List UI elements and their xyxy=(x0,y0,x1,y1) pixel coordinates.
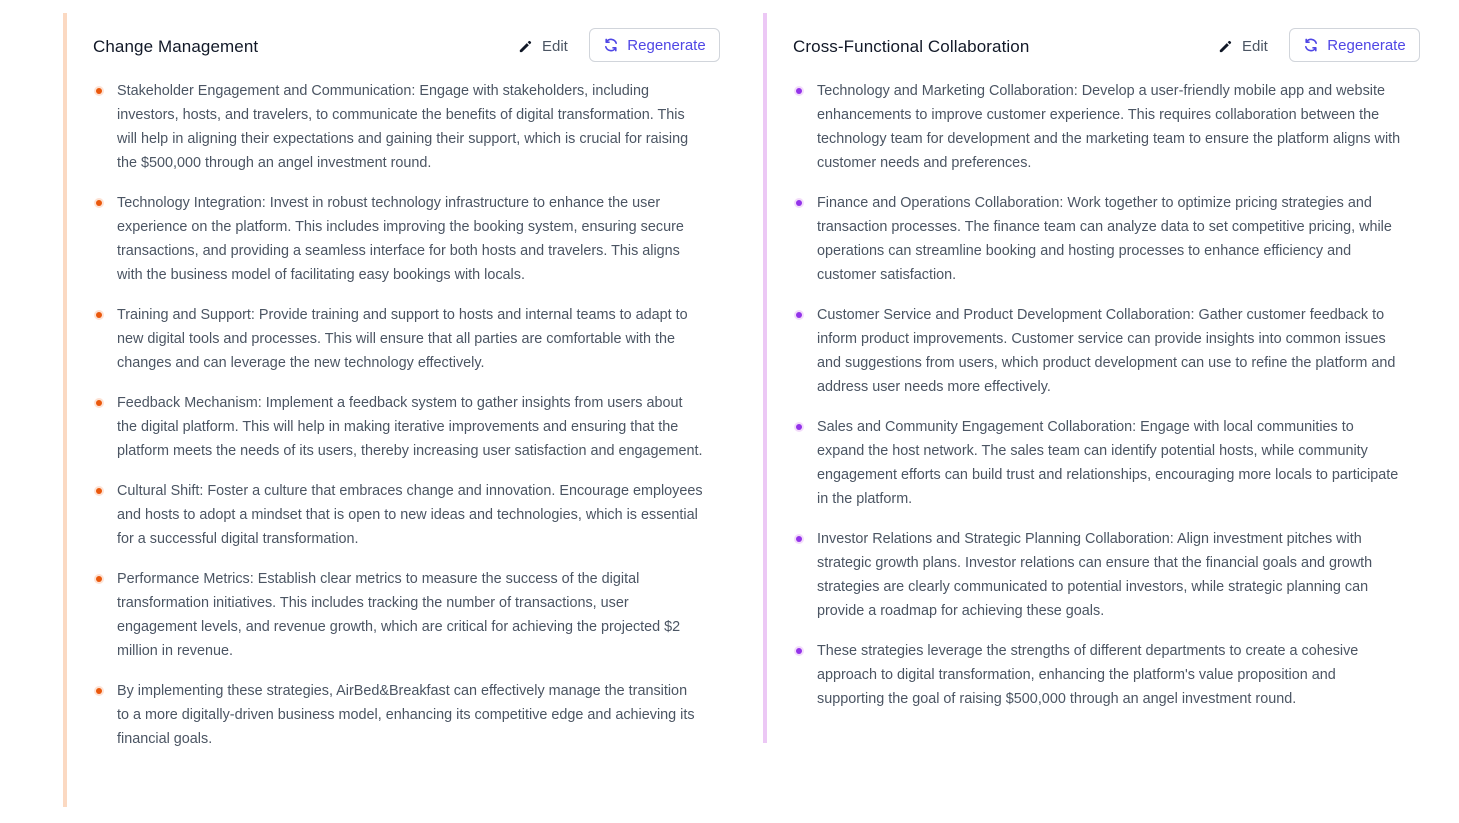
list-item xyxy=(93,391,703,463)
item-text: By implementing these strategies, AirBed&Breakfast can effectively manage the transition to a more digitally-driven business model, enhancing its competitive edge and achieving its financial goals. xyxy=(117,683,695,747)
item-text: Technology and Marketing Collaboration: Develop a user-friendly mobile app and website enhancements to improve customer experience. This requires collaboration between the technology team for development and the marketing team to ensure the platform aligns with customer needs and preferences. xyxy=(817,83,1401,171)
bullet-dot-icon xyxy=(94,398,104,408)
edit-button[interactable] xyxy=(518,33,568,59)
list-item xyxy=(93,191,703,287)
list-item xyxy=(793,639,1403,711)
refresh-icon xyxy=(603,37,619,53)
refresh-icon xyxy=(1303,37,1319,53)
bullet-dot-icon xyxy=(94,86,104,96)
list-item xyxy=(793,415,1403,511)
card-header xyxy=(793,13,1423,77)
bullet-dot-icon xyxy=(94,574,104,584)
bullet-dot-icon xyxy=(94,686,104,696)
bullet-dot-icon xyxy=(794,310,804,320)
list-item xyxy=(93,303,703,375)
list-item xyxy=(793,79,1403,175)
item-text: Technology Integration: Invest in robust technology infrastructure to enhance the user experience on the platform. This includes improving the booking system, ensuring secure transactions, and providing a seamless interface for both hosts and travelers. This aligns with the business model of facilitating easy bookings with locals. xyxy=(117,195,684,283)
pencil-icon xyxy=(1218,39,1233,54)
bullet-dot-icon xyxy=(94,486,104,496)
regenerate-button[interactable] xyxy=(1289,28,1420,62)
change-management-list xyxy=(93,79,703,767)
card-title: Cross-Functional Collaboration xyxy=(793,37,1030,56)
edit-label: Edit xyxy=(542,37,568,55)
bullet-dot-icon xyxy=(794,86,804,96)
pencil-icon xyxy=(518,39,533,54)
change-management-card xyxy=(63,13,723,807)
item-text: These strategies leverage the strengths of different departments to create a cohesive approach to digital transformation, enhancing the platform's value proposition and supporting the goal of raising $500,000 through an angel investment round. xyxy=(817,643,1359,707)
item-text: Feedback Mechanism: Implement a feedback system to gather insights from users about the digital platform. This will help in making iterative improvements and ensuring that the platform meets the needs of its users, thereby increasing user satisfaction and engagement. xyxy=(117,395,703,459)
card-title: Change Management xyxy=(93,37,259,56)
bullet-dot-icon xyxy=(794,422,804,432)
list-item xyxy=(793,191,1403,287)
item-text: Stakeholder Engagement and Communication: Engage with stakeholders, including investors, hosts, and travelers, to communicate the benefits of digital transformation. This will help in aligning their expectations and gaining their support, which is crucial for raising the $500,000 through an angel investment round. xyxy=(117,83,689,171)
cross-functional-list xyxy=(793,79,1403,727)
bullet-dot-icon xyxy=(94,310,104,320)
item-text: Customer Service and Product Development Collaboration: Gather customer feedback to inform product improvements. Customer service can provide insights into common issues and suggestions from users, which product development can use to refine the platform and address user needs more effectively. xyxy=(817,307,1396,395)
item-text: Cultural Shift: Foster a culture that embraces change and innovation. Encourage employees and hosts to adopt a mindset that is open to new ideas and technologies, which is essential for a successful digital transformation. xyxy=(117,483,703,547)
item-text: Investor Relations and Strategic Planning Collaboration: Align investment pitches with strategic growth plans. Investor relations can ensure that the financial goals and growth strategies are clearly communicated to potential investors, while strategic planning can provide a roadmap for achieving these goals. xyxy=(817,531,1373,619)
bullet-dot-icon xyxy=(794,646,804,656)
list-item xyxy=(793,527,1403,623)
list-item xyxy=(93,567,703,663)
edit-button[interactable] xyxy=(1218,33,1268,59)
cross-functional-collaboration-card xyxy=(763,13,1423,743)
list-item xyxy=(793,303,1403,399)
regenerate-label: Regenerate xyxy=(627,36,706,54)
edit-label: Edit xyxy=(1242,37,1268,55)
card-header xyxy=(93,13,723,77)
list-item xyxy=(93,479,703,551)
regenerate-button[interactable] xyxy=(589,28,720,62)
item-text: Performance Metrics: Establish clear metrics to measure the success of the digital transformation initiatives. This includes tracking the number of transactions, user engagement levels, and revenue growth, which are critical for achieving the projected $2 million in revenue. xyxy=(117,571,681,659)
list-item xyxy=(93,79,703,175)
item-text: Sales and Community Engagement Collaboration: Engage with local communities to expand the host network. The sales team can identify potential hosts, while community engagement efforts can build trust and relationships, encouraging more locals to participate in the platform. xyxy=(817,419,1399,507)
list-item xyxy=(93,679,703,751)
item-text: Finance and Operations Collaboration: Work together to optimize pricing strategies and transaction processes. The finance team can analyze data to set competitive pricing, while operations can streamline booking and hosting processes to enhance efficiency and customer satisfaction. xyxy=(817,195,1392,283)
bullet-dot-icon xyxy=(94,198,104,208)
item-text: Training and Support: Provide training and support to hosts and internal teams to adapt to new digital tools and processes. This will ensure that all parties are comfortable with the changes and can leverage the new technology effectively. xyxy=(117,307,688,371)
bullet-dot-icon xyxy=(794,198,804,208)
regenerate-label: Regenerate xyxy=(1327,36,1406,54)
bullet-dot-icon xyxy=(794,534,804,544)
